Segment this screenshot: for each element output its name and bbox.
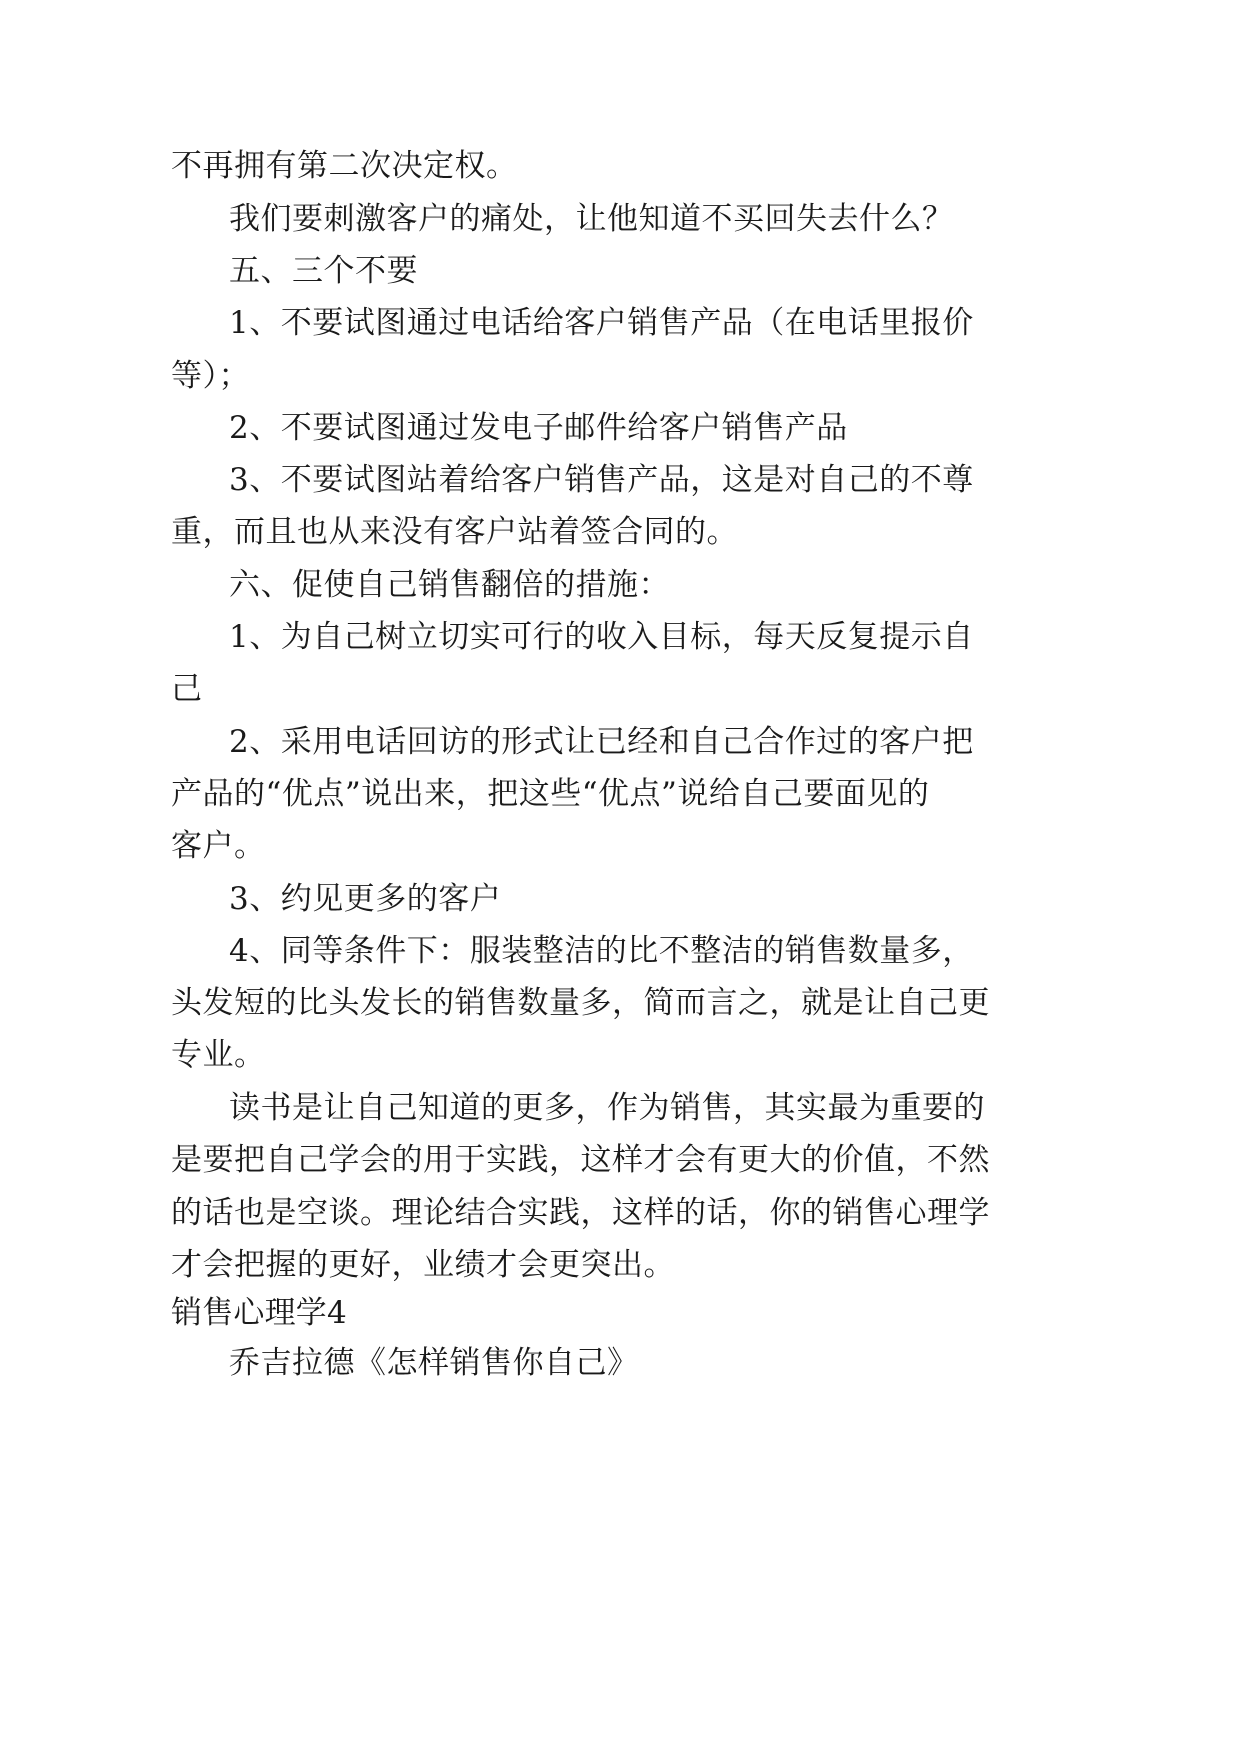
text-line: 重，而且也从来没有客户站着签合同的。	[171, 514, 738, 550]
list-item: 1、为自己树立切实可行的收入目标，每天反复提示自	[229, 619, 974, 655]
list-item: 2、不要试图通过发电子邮件给客户销售产品	[229, 410, 848, 446]
paragraph-line: 是要把自己学会的用于实践，这样才会有更大的价值，不然	[171, 1142, 990, 1178]
section-title: 销售心理学4	[171, 1295, 347, 1331]
text-line: 己	[171, 671, 203, 707]
text-line: 客户。	[171, 828, 266, 864]
section-heading: 五、三个不要	[229, 253, 418, 289]
section-heading: 六、促使自己销售翻倍的措施：	[229, 567, 670, 603]
text-line: 我们要刺激客户的痛处，让他知道不买回失去什么？	[229, 201, 954, 237]
text-line: 产品的“优点”说出来，把这些“优点”说给自己要面见的	[171, 776, 930, 812]
book-title-line: 乔吉拉德《怎样销售你自己》	[229, 1345, 639, 1381]
list-item: 4、同等条件下：服装整洁的比不整洁的销售数量多，	[229, 933, 974, 969]
text-line: 等）；	[171, 358, 250, 394]
paragraph-line: 才会把握的更好，业绩才会更突出。	[171, 1247, 675, 1283]
list-item: 3、约见更多的客户	[229, 881, 502, 917]
text-line: 不再拥有第二次决定权。	[171, 148, 518, 184]
list-item: 2、采用电话回访的形式让已经和自己合作过的客户把	[229, 724, 974, 760]
paragraph-line: 读书是让自己知道的更多，作为销售，其实最为重要的	[229, 1090, 985, 1126]
list-item: 1、不要试图通过电话给客户销售产品（在电话里报价	[229, 305, 974, 341]
list-item: 3、不要试图站着给客户销售产品，这是对自己的不尊	[229, 462, 974, 498]
text-line: 专业。	[171, 1037, 266, 1073]
text-line: 头发短的比头发长的销售数量多，简而言之，就是让自己更	[171, 985, 990, 1021]
paragraph-line: 的话也是空谈。理论结合实践，这样的话，你的销售心理学	[171, 1195, 990, 1231]
